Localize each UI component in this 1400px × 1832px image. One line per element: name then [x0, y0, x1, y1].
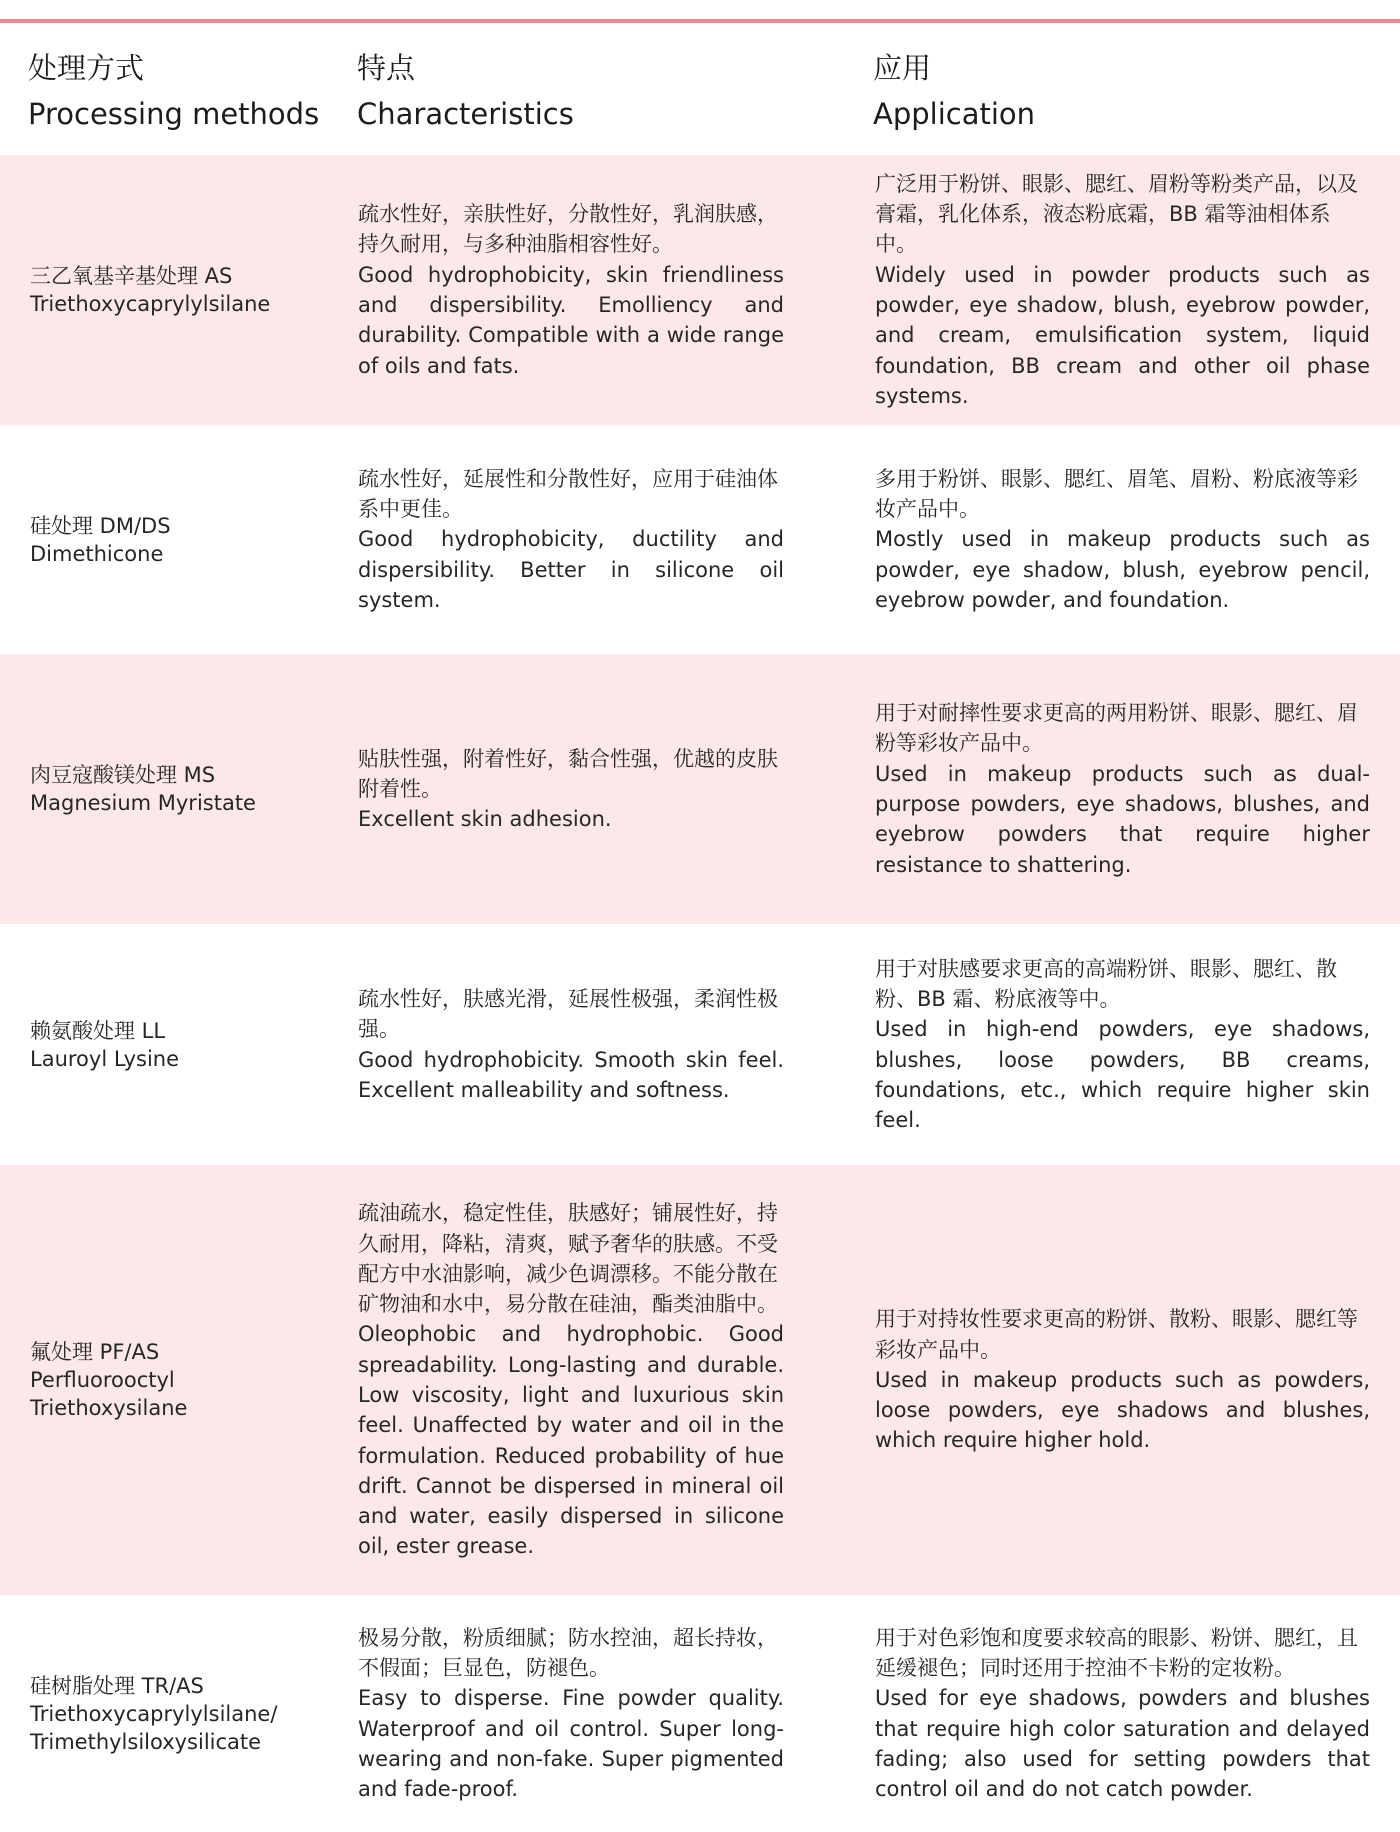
- method-en: Triethoxycaprylylsilane/ Trimethylsiloxysilicate: [30, 1701, 278, 1754]
- application-cell: [875, 1165, 1370, 1595]
- characteristics-en: Good hydrophobicity, skin friendliness and dispersibility. Emolliency and durability. Compatible with a wide range of oils and fats.: [358, 262, 784, 378]
- header-processing-methods: [28, 45, 319, 137]
- application-en: Used for eye shadows, powders and blushes that require high color saturation and delayed fading; also used for setting powders that control oil and do not catch powder.: [875, 1686, 1370, 1802]
- method-zh: 氟处理 PF/AS: [30, 1340, 160, 1364]
- application-en: Widely used in powder products such as powder, eye shadow, blush, eyebrow powder, and cream, emulsification system, liquid foundation, BB cream and other oil phase systems.: [875, 262, 1370, 408]
- characteristics-cell: [358, 1595, 784, 1832]
- method-cell: [30, 1165, 330, 1595]
- method-zh: 硅处理 DM/DS: [30, 513, 171, 538]
- application-cell: [875, 1595, 1370, 1832]
- method-zh: 肉豆寇酸镁处理 MS: [30, 763, 216, 787]
- method-en: Perfluorooctyl Triethoxysilane: [30, 1368, 188, 1420]
- characteristics-en: Easy to disperse. Fine powder quality. Waterproof and oil control. Super long-wearing and non-fake. Super pigmented and fade-proof.: [358, 1686, 784, 1802]
- application-zh: 用于对耐摔性要求更高的两用粉饼、眼影、腮红、眉粉等彩妆产品中。: [875, 701, 1358, 756]
- characteristics-cell: [358, 1165, 784, 1595]
- characteristics-zh: 极易分散，粉质细腻；防水控油，超长持妆，不假面；巨显色，防褪色。: [358, 1625, 778, 1680]
- method-cell: [30, 654, 330, 924]
- application-en: Used in high-end powders, eye shadows, blushes, loose powders, BB creams, foundations, etc., which require higher skin feel.: [875, 1017, 1370, 1133]
- characteristics-zh: 疏油疏水，稳定性佳，肤感好；铺展性好，持久耐用，降粘，清爽，赋予奢华的肤感。不受配方中水油影响，减少色调漂移。不能分散在矿物油和水中，易分散在硅油，酯类油脂中。: [358, 1201, 778, 1317]
- method-cell: [30, 155, 330, 425]
- table-row: [0, 155, 1400, 425]
- application-cell: [875, 924, 1370, 1165]
- method-cell: [30, 924, 330, 1165]
- header-characteristics: [357, 45, 574, 137]
- method-zh: 硅树脂处理 TR/AS: [30, 1673, 204, 1698]
- header-col1-zh: 处理方式: [28, 51, 145, 85]
- method-cell: [30, 1595, 330, 1832]
- characteristics-en: Good hydrophobicity. Smooth skin feel. Excellent malleability and softness.: [358, 1047, 784, 1102]
- application-zh: 用于对色彩饱和度要求较高的眼影、粉饼、腮红，且延缓褪色；同时还用于控油不卡粉的定妆粉。: [875, 1625, 1358, 1680]
- method-zh: 赖氨酸处理 LL: [30, 1018, 166, 1043]
- application-zh: 多用于粉饼、眼影、腮红、眉笔、眉粉、粉底液等彩妆产品中。: [875, 466, 1358, 522]
- table-row: [0, 1595, 1400, 1832]
- characteristics-zh: 疏水性好，延展性和分散性好，应用于硅油体系中更佳。: [358, 466, 778, 522]
- method-cell: [30, 425, 330, 654]
- header-col2-en: Characteristics: [357, 97, 574, 131]
- application-cell: [875, 654, 1370, 924]
- characteristics-zh: 疏水性好，亲肤性好，分散性好，乳润肤感，持久耐用，与多种油脂相容性好。: [358, 202, 778, 257]
- method-en: Triethoxycaprylylsilane: [30, 292, 271, 316]
- table-row: [0, 654, 1400, 924]
- table-header: [0, 23, 1400, 155]
- table-row: [0, 924, 1400, 1165]
- characteristics-zh: 疏水性好，肤感光滑，延展性极强，柔润性极强。: [358, 986, 778, 1042]
- table-row: [0, 425, 1400, 654]
- characteristics-zh: 贴肤性强，附着性好，黏合性强，优越的皮肤附着性。: [358, 746, 778, 801]
- header-col1-en: Processing methods: [28, 97, 320, 131]
- method-en: Lauroyl Lysine: [30, 1046, 180, 1071]
- characteristics-cell: [358, 924, 784, 1165]
- application-en: Mostly used in makeup products such as powder, eye shadow, blush, eyebrow pencil, eyebrow powder, and foundation.: [875, 527, 1370, 612]
- table-row: [0, 1165, 1400, 1595]
- application-zh: 用于对持妆性要求更高的粉饼、散粉、眼影、腮红等彩妆产品中。: [875, 1307, 1358, 1362]
- characteristics-en: Oleophobic and hydrophobic. Good spreadability. Long-lasting and durable. Low viscosity, light and luxurious skin feel. Unaffected by water and oil in the formulation. Reduced probability of hue drift. Cannot be dispersed in mineral oil and water, easily dispersed in silicone oil, ester grease.: [358, 1322, 784, 1559]
- application-zh: 用于对肤感要求更高的高端粉饼、眼影、腮红、散粉、BB 霜、粉底液等中。: [875, 956, 1337, 1011]
- characteristics-en: Good hydrophobicity, ductility and dispersibility. Better in silicone oil system.: [358, 527, 784, 612]
- application-cell: [875, 425, 1370, 654]
- characteristics-cell: [358, 425, 784, 654]
- characteristics-cell: [358, 654, 784, 924]
- application-zh: 广泛用于粉饼、眼影、腮红、眉粉等粉类产品，以及膏霜，乳化体系，液态粉底霜，BB 霜等油相体系中。: [875, 171, 1358, 257]
- header-col3-en: Application: [873, 97, 1036, 131]
- method-zh: 三乙氧基辛基处理 AS: [30, 264, 233, 288]
- header-application: [873, 45, 1035, 137]
- method-en: Magnesium Myristate: [30, 791, 256, 815]
- characteristics-en: Excellent skin adhesion.: [358, 807, 612, 832]
- header-col2-zh: 特点: [357, 51, 416, 85]
- method-en: Dimethicone: [30, 541, 164, 566]
- header-col3-zh: 应用: [873, 51, 932, 85]
- characteristics-cell: [358, 155, 784, 425]
- application-en: Used in makeup products such as powders, loose powders, eye shadows and blushes, which require higher hold.: [875, 1367, 1370, 1453]
- application-en: Used in makeup products such as dual-purpose powders, eye shadows, blushes, and eyebrow powders that require higher resistance to shattering.: [875, 761, 1370, 877]
- application-cell: [875, 155, 1370, 425]
